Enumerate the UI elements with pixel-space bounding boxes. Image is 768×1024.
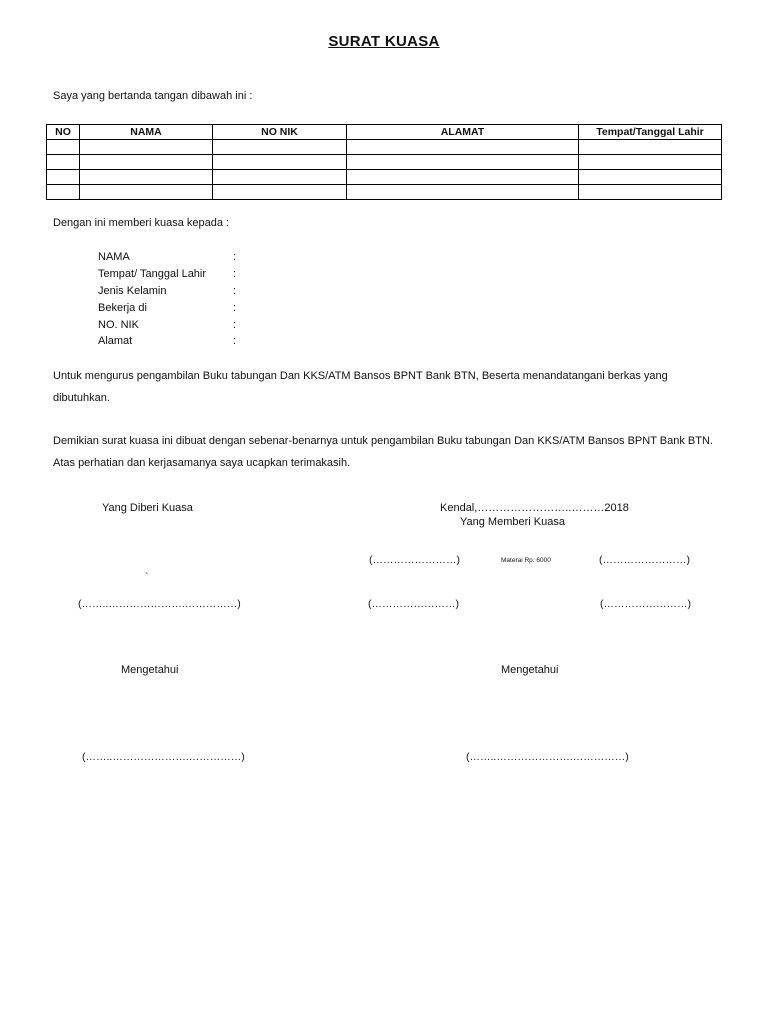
table-cell[interactable] xyxy=(47,170,80,185)
grantor-signature-label: Yang Memberi Kuasa xyxy=(460,516,565,528)
table-cell[interactable] xyxy=(213,155,347,170)
field-colon: : xyxy=(233,302,237,314)
field-colon: : xyxy=(233,319,237,331)
table-cell[interactable] xyxy=(347,155,579,170)
acknowledged-left-label: Mengetahui xyxy=(121,664,179,676)
field-colon: : xyxy=(233,335,237,347)
table-cell[interactable] xyxy=(80,140,213,155)
stamp-note: Materai Rp. 6000 xyxy=(501,557,551,564)
col-header-nama: NAMA xyxy=(80,125,213,140)
table-cell[interactable] xyxy=(213,140,347,155)
stray-mark: ` xyxy=(145,571,149,583)
grantor-table xyxy=(46,124,722,200)
grantee-signature-label: Yang Diberi Kuasa xyxy=(102,502,193,514)
table-cell[interactable] xyxy=(579,155,722,170)
grant-intro-text: Dengan ini memberi kuasa kepada : xyxy=(53,217,230,229)
field-label-work: Bekerja di xyxy=(98,302,147,314)
field-colon: : xyxy=(233,251,237,263)
field-label-ttl: Tempat/ Tanggal Lahir xyxy=(98,268,207,280)
col-header-ttl: Tempat/Tanggal Lahir xyxy=(579,125,722,140)
signature-blank: (……………………) xyxy=(599,554,690,566)
table-cell[interactable] xyxy=(80,155,213,170)
table-cell[interactable] xyxy=(347,140,579,155)
table-cell[interactable] xyxy=(347,170,579,185)
document-title: SURAT KUASA xyxy=(328,33,440,50)
table-cell[interactable] xyxy=(347,185,579,200)
table-cell[interactable] xyxy=(80,170,213,185)
grantee-signature-blank: (……..………………….……………) xyxy=(78,598,241,610)
table-cell[interactable] xyxy=(213,170,347,185)
signature-blank: (……………………) xyxy=(600,598,691,610)
field-colon: : xyxy=(233,268,237,280)
field-label-gender: Jenis Kelamin xyxy=(98,285,167,297)
field-label-nama: NAMA xyxy=(98,251,130,263)
table-cell[interactable] xyxy=(47,155,80,170)
field-label-address: Alamat xyxy=(98,335,133,347)
table-cell[interactable] xyxy=(579,170,722,185)
closing-paragraph: Demikian surat kuasa ini dibuat dengan sebenar-benarnya untuk pengambilan Buku tabungan Dan KKS/ATM Bansos BPNT Bank BTN. Atas perhatian dan kerjasamanya saya ucapkan terimakasih. xyxy=(53,435,713,469)
signature-blank: (……………………) xyxy=(368,598,459,610)
intro-text: Saya yang bertanda tangan dibawah ini : xyxy=(53,90,253,102)
col-header-no: NO xyxy=(47,125,80,140)
table-row xyxy=(47,155,722,170)
field-label-nik: NO. NIK xyxy=(98,319,139,331)
table-cell[interactable] xyxy=(47,185,80,200)
acknowledged-right-blank: (……..………………….……………) xyxy=(466,751,629,763)
table-cell[interactable] xyxy=(80,185,213,200)
col-header-alamat: ALAMAT xyxy=(347,125,579,140)
field-colon: : xyxy=(233,285,237,297)
table-header-row xyxy=(47,125,722,140)
table-cell[interactable] xyxy=(579,140,722,155)
table-cell[interactable] xyxy=(213,185,347,200)
acknowledged-right-label: Mengetahui xyxy=(501,664,559,676)
table-cell[interactable] xyxy=(579,185,722,200)
table-row xyxy=(47,185,722,200)
table-cell[interactable] xyxy=(47,140,80,155)
acknowledged-left-blank: (……..………………….……………) xyxy=(82,751,245,763)
signature-blank: (……………………) xyxy=(369,554,460,566)
col-header-nik: NO NIK xyxy=(213,125,347,140)
table-row xyxy=(47,140,722,155)
purpose-paragraph: Untuk mengurus pengambilan Buku tabungan Dan KKS/ATM Bansos BPNT Bank BTN, Beserta menandatangani berkas yang dibutuhkan. xyxy=(53,370,668,404)
table-row xyxy=(47,170,722,185)
place-date-line: Kendal,……………………..………2018 xyxy=(440,502,629,514)
